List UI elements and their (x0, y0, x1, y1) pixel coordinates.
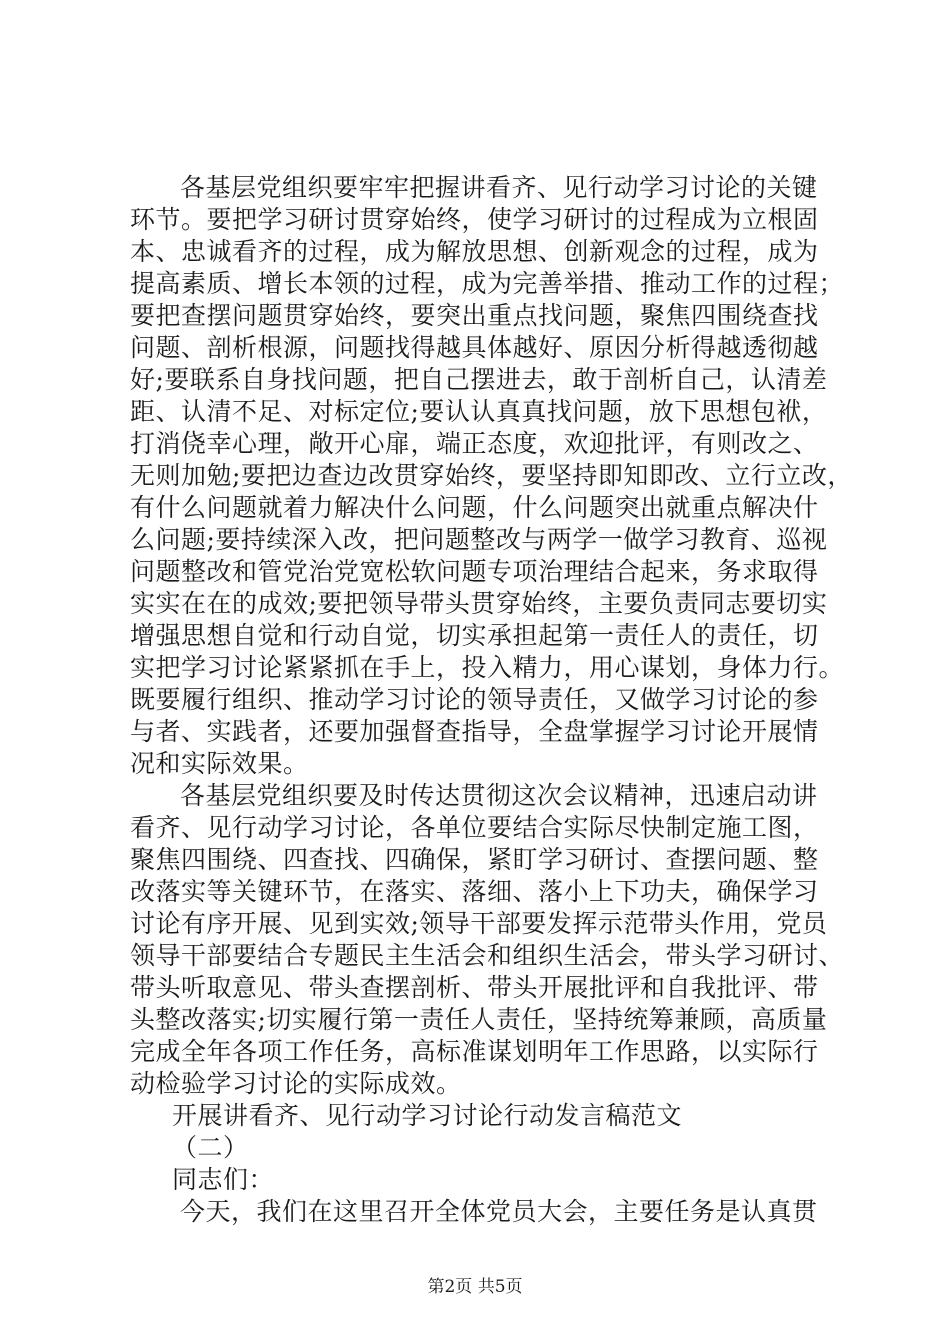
text-line: 领导干部要结合专题民主生活会和组织生活会，带头学习研讨、 (130, 941, 845, 970)
text-line: 各基层党组织要及时传达贯彻这次会议精神，迅速启动讲 (180, 781, 818, 810)
text-line: 要把查摆问题贯穿始终，要突出重点找问题，聚焦四围绕查找 (130, 301, 819, 330)
text-line: 实实在在的成效;要把领导带头贯穿始终，主要负责同志要切实 (130, 589, 828, 618)
text-line: 问题、剖析根源，问题找得越具体越好、原因分析得越透彻越 (130, 333, 819, 362)
text-line: 无则加勉;要把边查边改贯穿始终，要坚持即知即改、立行立改， (130, 461, 853, 490)
text-line: 有什么问题就着力解决什么问题，什么问题突出就重点解决什 (130, 493, 819, 522)
document-body (130, 172, 853, 1228)
text-line: 与者、实践者，还要加强督查指导，全盘掌握学习讨论开展情 (130, 717, 819, 746)
text-line: 本、忠诚看齐的过程，成为解放思想、创新观念的过程，成为 (130, 237, 819, 266)
text-line: 好;要联系自身找问题，把自己摆进去，敢于剖析自己，认清差 (130, 365, 828, 394)
text-line: 头整改落实;切实履行第一责任人责任，坚持统筹兼顾，高质量 (130, 1005, 828, 1034)
text-line: 距、认清不足、对标定位;要认认真真找问题，放下思想包袱， (130, 397, 828, 426)
text-line: 改落实等关键环节，在落实、落细、落小上下功夫，确保学习 (130, 877, 819, 906)
text-line: 增强思想自觉和行动自觉，切实承担起第一责任人的责任，切 (130, 621, 819, 650)
text-line: 带头听取意见、带头查摆剖析、带头开展批评和自我批评、带 (130, 973, 819, 1002)
text-line: 聚焦四围绕、四查找、四确保，紧盯学习研讨、查摆问题、整 (130, 845, 819, 874)
text-line: （二） (172, 1133, 249, 1162)
text-line: 环节。要把学习研讨贯穿始终，使学习研讨的过程成为立根固 (130, 205, 819, 234)
text-line: 提高素质、增长本领的过程，成为完善举措、推动工作的过程； (130, 269, 845, 298)
text-line: 既要履行组织、推动学习讨论的领导责任，又做学习讨论的参 (130, 685, 819, 714)
text-line: 讨论有序开展、见到实效;领导干部要发挥示范带头作用，党员 (130, 909, 828, 938)
text-line: 看齐、见行动学习讨论，各单位要结合实际尽快制定施工图， (130, 813, 819, 842)
text-line: 实把学习讨论紧紧抓在手上，投入精力，用心谋划，身体力行。 (130, 653, 845, 682)
text-line: 况和实际效果。 (130, 749, 309, 778)
text-line: 开展讲看齐、见行动学习讨论行动发言稿范文 (172, 1101, 683, 1130)
text-line: 打消侥幸心理，敞开心扉，端正态度，欢迎批评，有则改之、 (130, 429, 819, 458)
text-line: 问题整改和管党治党宽松软问题专项治理结合起来，务求取得 (130, 557, 819, 586)
text-line: 完成全年各项工作任务，高标准谋划明年工作思路，以实际行 (130, 1037, 819, 1066)
text-line: 么问题;要持续深入改，把问题整改与两学一做学习教育、巡视 (130, 525, 828, 554)
page-footer: 第2页 共5页 (427, 1277, 523, 1297)
text-line: 动检验学习讨论的实际成效。 (130, 1069, 462, 1098)
text-line: 各基层党组织要牢牢把握讲看齐、见行动学习讨论的关键 (180, 173, 818, 202)
text-line: 今天，我们在这里召开全体党员大会，主要任务是认真贯 (180, 1197, 818, 1226)
text-line: 同志们： (172, 1165, 275, 1194)
